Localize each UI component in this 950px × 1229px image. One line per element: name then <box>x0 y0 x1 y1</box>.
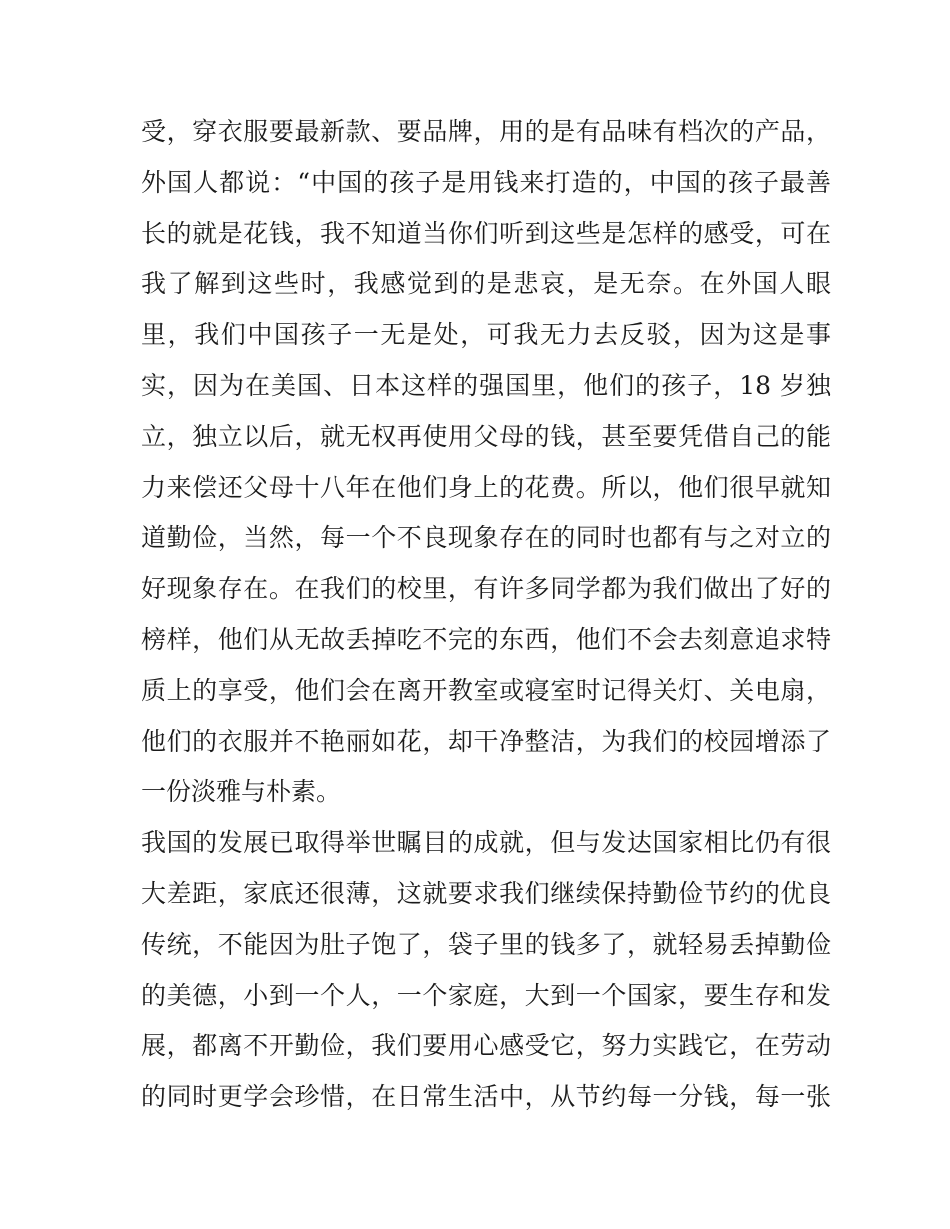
text-line: 力来偿还父母十八年在他们身上的花费。所以，他们很早就知 <box>141 472 831 502</box>
text-line: 我国的发展已取得举世瞩目的成就，但与发达国家相比仍有很 <box>141 828 831 858</box>
text-line: 传统，不能因为肚子饱了，袋子里的钱多了，就轻易丢掉勤俭 <box>141 929 831 959</box>
text-line: 质上的享受，他们会在离开教室或寝室时记得关灯、关电扇， <box>141 675 831 705</box>
text-line: 的同时更学会珍惜，在日常生活中，从节约每一分钱，每一张 <box>141 1082 831 1112</box>
text-line: 实，因为在美国、日本这样的强国里，他们的孩子，18 岁独 <box>141 370 831 400</box>
text-line: 立，独立以后，就无权再使用父母的钱，甚至要凭借自己的能 <box>141 421 831 451</box>
text-line: 他们的衣服并不艳丽如花，却干净整洁，为我们的校园增添了 <box>141 726 831 756</box>
body-text <box>141 107 831 1123</box>
text-line: 道勤俭，当然，每一个不良现象存在的同时也都有与之对立的 <box>141 523 831 553</box>
text-line: 长的就是花钱，我不知道当你们听到这些是怎样的感受，可在 <box>141 218 831 248</box>
text-line: 好现象存在。在我们的校里，有许多同学都为我们做出了好的 <box>141 574 831 604</box>
text-line: 的美德，小到一个人，一个家庭，大到一个国家，要生存和发 <box>141 980 831 1010</box>
text-line: 我了解到这些时，我感觉到的是悲哀，是无奈。在外国人眼 <box>141 269 831 299</box>
text-line: 受，穿衣服要最新款、要品牌，用的是有品味有档次的产品， <box>141 117 831 146</box>
text-line: 一份淡雅与朴素。 <box>141 777 342 807</box>
text-line: 榜样，他们从无故丢掉吃不完的东西，他们不会去刻意追求特 <box>141 624 831 654</box>
text-line: 外国人都说：“中国的孩子是用钱来打造的，中国的孩子最善 <box>141 167 831 197</box>
text-line: 展，都离不开勤俭，我们要用心感受它，努力实践它，在劳动 <box>141 1031 831 1061</box>
text-line: 大差距，家底还很薄，这就要求我们继续保持勤俭节约的优良 <box>141 878 831 908</box>
text-line: 里，我们中国孩子一无是处，可我无力去反驳，因为这是事 <box>141 320 831 350</box>
